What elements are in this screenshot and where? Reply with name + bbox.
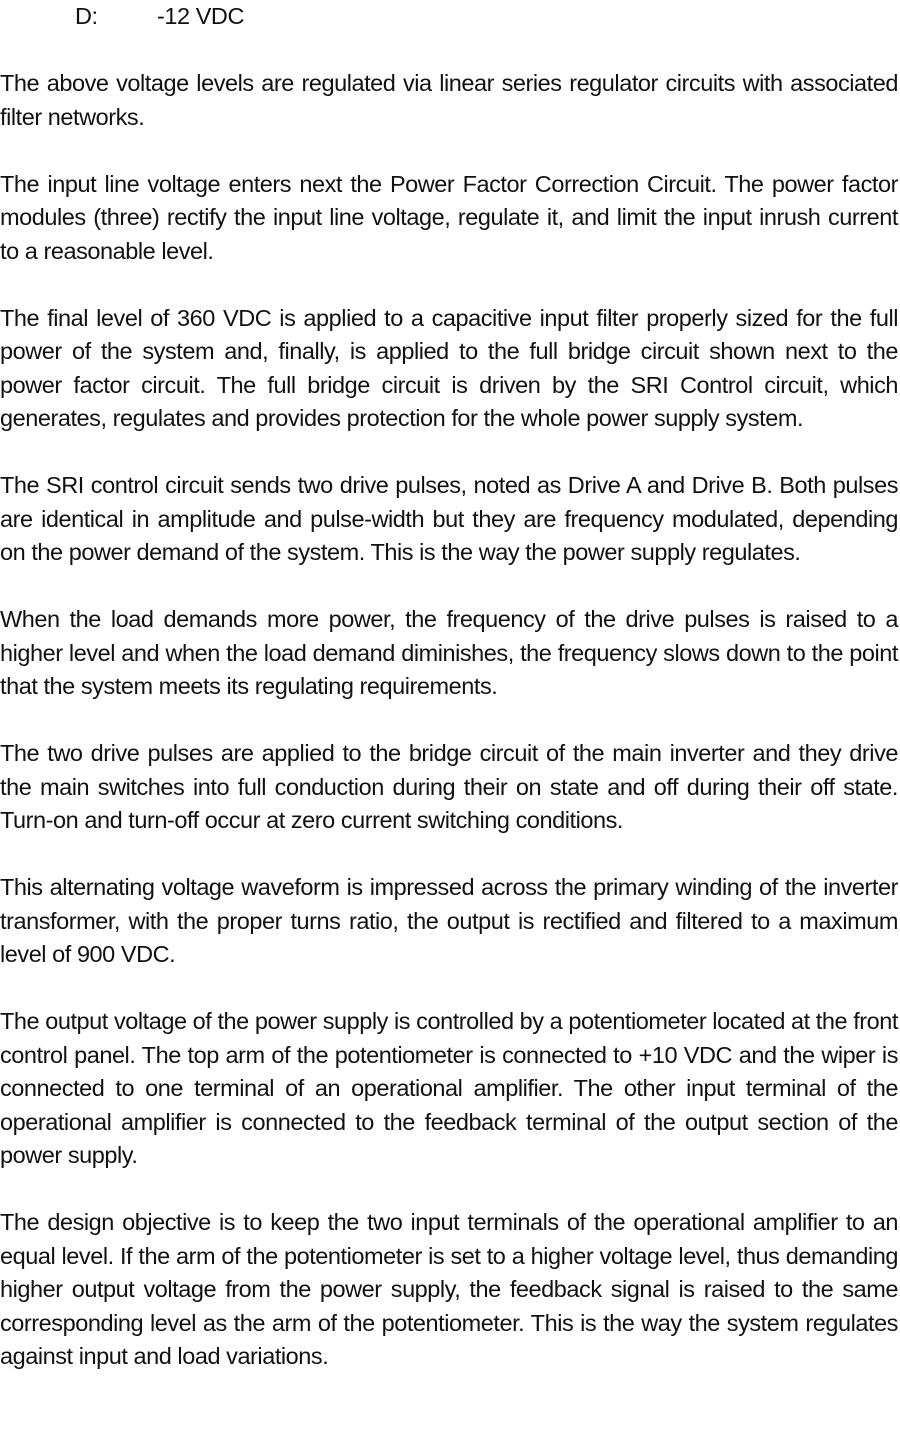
- paragraph-gap: [0, 570, 898, 604]
- paragraph-full-bridge: The final level of 360 VDC is applied to a capacitive input filter properly sized for the full power of the system and, finally, is applied to the full bridge circuit shown next to the power factor circuit. The full bridge circuit is driven by the SRI Control circuit, which generates, regulates and provides protection for the whole power supply system.: [0, 304, 898, 431]
- paragraph-gap: [0, 268, 898, 302]
- paragraph-design-objective: The design objective is to keep the two input terminals of the operational amplifier to an equal level. If the arm of the potentiometer is set to a higher voltage level, thus demanding higher output voltage from the power supply, the feedback signal is raised to the same corresponding level as the arm of the potentiometer. This is the way the system regulates against input and load variations.: [0, 1209, 898, 1369]
- paragraph-gap: [0, 34, 898, 68]
- paragraph-potentiometer: The output voltage of the power supply is controlled by a potentiometer located at the front control panel. The top arm of the potentiometer is connected to +10 VDC and the wiper is connected to one terminal of an operational amplifier. The other input terminal of the operational amplifier is connected to the feedback terminal of the output section of the power supply.: [0, 1008, 898, 1168]
- paragraph-gap: [0, 1173, 898, 1207]
- list-item-key: D:: [75, 3, 98, 29]
- list-item-value: -12 VDC: [157, 3, 244, 29]
- paragraph-regulators: The above voltage levels are regulated via linear series regulator circuits with associated filter networks.: [0, 70, 898, 130]
- paragraph-power-factor: The input line voltage enters next the Power Factor Correction Circuit. The power factor modules (three) rectify the input line voltage, regulate it, and limit the input inrush current to a reasonable level.: [0, 170, 898, 264]
- paragraph-gap: [0, 134, 898, 168]
- paragraph-gap: [0, 972, 898, 1006]
- voltage-list-item: [0, 0, 898, 34]
- paragraph-gap: [0, 436, 898, 470]
- paragraph-gap: [0, 838, 898, 872]
- paragraph-transformer: This alternating voltage waveform is impressed across the primary winding of the inverter transformer, with the proper turns ratio, the output is rectified and filtered to a maximum level of 900 VDC.: [0, 874, 898, 967]
- paragraph-drive-pulses: The SRI control circuit sends two drive pulses, noted as Drive A and Drive B. Both pulses are identical in amplitude and pulse-width but they are frequency modulated, depending on the power demand of the system. This is the way the power supply regulates.: [0, 472, 898, 565]
- paragraph-gap: [0, 704, 898, 738]
- paragraph-main-inverter: The two drive pulses are applied to the bridge circuit of the main inverter and they drive the main switches into full conduction during their on state and off during their off state. Turn-on and turn-off occur at zero current switching conditions.: [0, 740, 898, 833]
- paragraph-load-demand: When the load demands more power, the frequency of the drive pulses is raised to a higher level and when the load demand diminishes, the frequency slows down to the point that the system meets its regulating requirements.: [0, 606, 898, 699]
